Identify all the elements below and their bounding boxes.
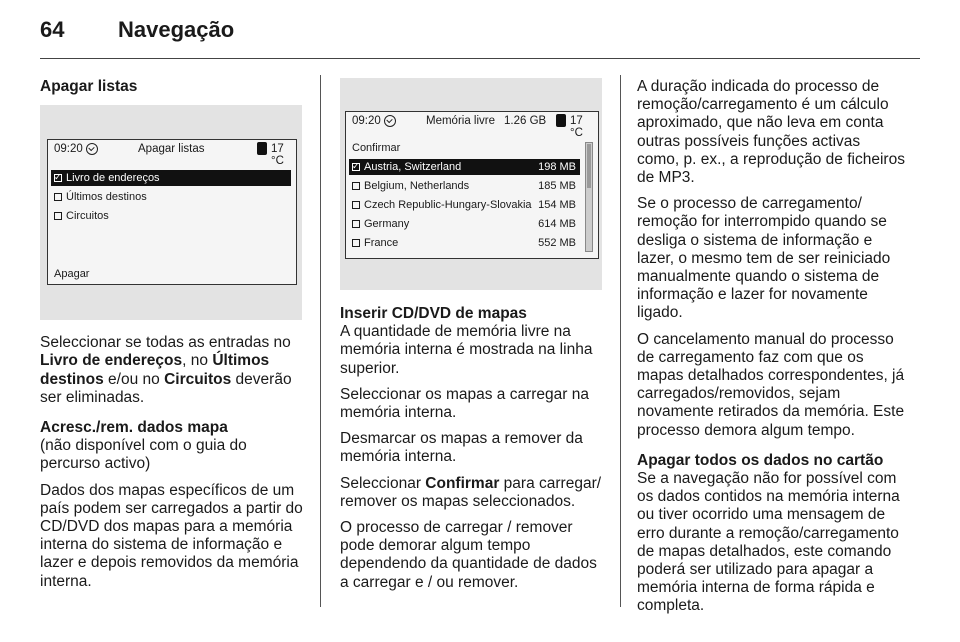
paragraph-nao-disponivel: (não disponível com o guia do percurso activo) [40,437,247,473]
free-memory: 1.26 GB [504,115,547,127]
page-title: Navegação [118,17,235,42]
list-item-livro[interactable] [51,170,291,186]
paragraph-duracao: A duração indicada do processo de remoção/carregamento é um cálculo aproximado, que não leva em conta outras possíveis funções activas como, p. ex., a reprodução de ficheiros de MP3. [637,78,905,187]
map-label: Germany [364,218,410,230]
text: para carregar/ remover os mapas seleccionados. [340,474,602,510]
text: deverão ser eliminadas. [40,370,292,406]
map-item-austria[interactable] [349,159,580,175]
clock-time: 09:20 [54,143,83,156]
column-3 [637,78,905,624]
text-bold: Últimos destinos [40,352,270,388]
map-item-czech[interactable] [349,197,580,213]
paragraph-dados-mapas: Dados dos mapas específicos de um país podem ser carregados a partir do CD/DVD dos mapas para a memória interna do sistema de informação e lazer e depois removidos da memória interna. [40,481,303,590]
section-heading-inserir: Inserir CD/DVD de mapas [340,305,527,322]
paragraph-cancelamento: O cancelamento manual do processo de carregamento faz com que os mapas detalhados correspondentes, já carregados/removidos, sejam novamente retirados da memória. Este processo demora algum tempo. [637,330,905,439]
thermometer-icon [556,114,566,127]
display-screen [345,111,599,259]
checkbox-checked-icon [54,174,62,182]
screenshot-memoria-livre [340,78,602,290]
thermometer-icon [257,142,267,155]
column-divider-1 [320,75,321,607]
screen-title: Apagar listas [138,143,205,156]
text: Seleccionar se todas as entradas no [40,334,291,352]
list-item-label: Livro de endereços [66,172,160,185]
checkbox-icon [352,239,360,247]
temperature: 17 °C [271,143,284,168]
map-size: 154 MB [538,199,576,211]
text-bold: Livro de endereços [40,352,183,370]
clock-icon [86,143,98,155]
scrollbar[interactable] [585,142,593,252]
checkbox-icon [352,182,360,190]
confirm-button[interactable]: Confirmar [352,142,401,154]
map-size: 552 MB [538,237,576,249]
screen-title: Memória livre [426,115,496,127]
map-item-germany[interactable] [349,216,580,232]
map-size: 185 MB [538,180,576,192]
map-label: Austria, Switzerland [364,161,462,173]
status-bar [346,112,598,139]
screenshot-apagar-listas [40,105,302,320]
column-divider-2 [620,75,621,607]
paragraph-processo: O processo de carregar / remover pode demorar algum tempo dependendo da quantidade de dados a carregar e / ou remover. [340,519,597,591]
clock-icon [384,115,396,127]
checkbox-icon [352,201,360,209]
temperature: 17 °C [570,115,583,139]
display-screen [47,139,297,285]
section-heading-apagar-todos: Apagar todos os dados no cartão [637,451,884,469]
screen-footer[interactable]: Apagar [54,268,90,281]
map-item-france[interactable] [349,235,580,251]
map-size: 614 MB [538,218,576,230]
paragraph-quantidade: A quantidade de memória livre na memória interna é mostrada na linha superior. [340,323,593,377]
paragraph-navegacao: Se a navegação não for possível com os dados contidos na memória interna ou tiver ocorrido uma mensagem de erro durante a remoção/carregamento de mapas detalhados, este comando poderá ser utilizado para apagar a memória interna de forma rápida e completa. [637,470,900,615]
paragraph-seleccionar-mapas: Seleccionar os mapas a carregar na memória interna. [340,385,589,422]
checkbox-icon [352,220,360,228]
paragraph-confirmar [340,475,608,511]
text-bold: Confirmar [425,474,500,492]
map-label: France [364,237,399,249]
clock-time: 09:20 [352,115,381,127]
checkbox-icon [54,193,62,201]
list-item-label: Circuitos [66,210,109,223]
status-bar [48,140,296,168]
map-size: 198 MB [538,161,576,173]
map-item-belgium[interactable] [349,178,580,194]
text: e/ou no [103,370,165,388]
list-item-ultimos[interactable] [51,189,291,205]
list-item-label: Últimos destinos [66,191,147,204]
checkbox-checked-icon [352,163,360,171]
paragraph-desmarcar: Desmarcar os mapas a remover da memória interna. [340,430,583,466]
text: Seleccionar [340,474,426,492]
paragraph-seleccionar [40,334,308,407]
map-label: Czech Republic-Hungary-Slovakia [364,199,532,211]
header-rule [40,58,920,59]
map-label: Belgium, Netherlands [364,180,470,192]
column-1 [40,78,308,599]
checkbox-icon [54,212,62,220]
scrollbar-thumb[interactable] [587,144,591,188]
text-bold: Circuitos [164,370,232,388]
page-number: 64 [40,17,65,42]
paragraph-interrompido: Se o processo de carregamento/ remoção for interrompido quando se desliga o sistema de informação e lazer, o mesmo tem de ser reiniciado manualmente quando o sistema de informação e lazer for novamente ligado. [637,195,891,322]
column-2 [340,78,608,600]
section-heading-apagar-listas: Apagar listas [40,78,138,95]
text: , no [182,352,213,370]
section-heading-acresc: Acresc./rem. dados mapa [40,419,228,437]
list-item-circuitos[interactable] [51,208,291,224]
